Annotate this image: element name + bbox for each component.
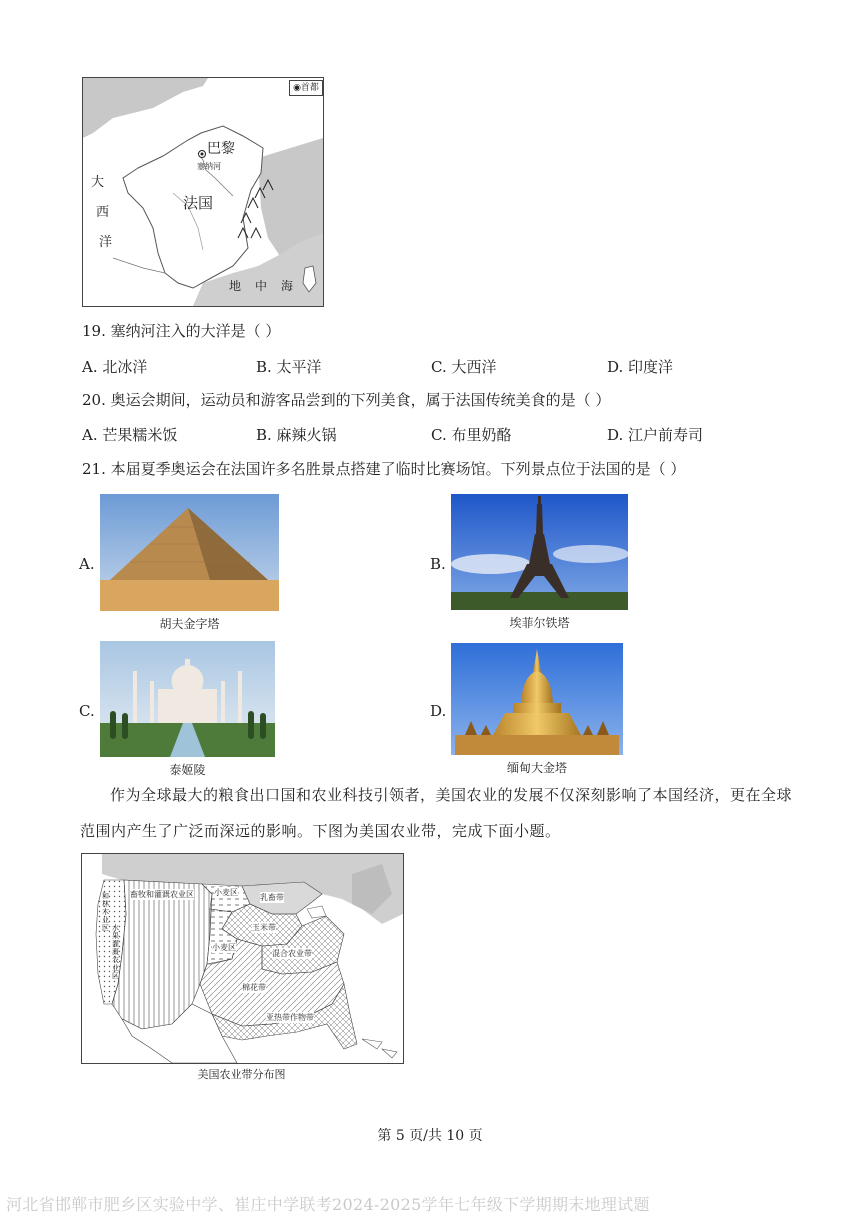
us-label-ranching: 畜牧和灌溉农业区 (130, 890, 194, 899)
q20-option-c[interactable]: C. 布里奶酪 (431, 426, 512, 444)
sea-label-1: 地 (229, 279, 242, 293)
us-label-west-coast: 和林木业区 (102, 892, 109, 932)
river-label: 塞纳河 (197, 162, 221, 171)
legend-capital-label: 首都 (300, 83, 319, 93)
us-label-spring-wheat: 小麦区 (214, 888, 238, 897)
q21-caption-d: 缅甸大金塔 (506, 761, 567, 775)
q19-option-c[interactable]: C. 大西洋 (431, 358, 497, 376)
intro-line-2: 范围内产生了广泛而深远的影响。下图为美国农业带，完成下面小题。 (80, 822, 561, 840)
question-20-stem: 20. 奥运会期间，运动员和游客品尝到的下列美食，属于法国传统美食的是（ ） (82, 391, 611, 409)
watermark-text: 河北省邯郸市肥乡区实验中学、崔庄中学联考2024-2025学年七年级下学期期末地理试题 (6, 1195, 650, 1214)
us-label-subtropical: 亚热带作物带 (266, 1013, 314, 1022)
eiffel-tower-photo[interactable] (451, 494, 628, 610)
sea-label-2: 中 (255, 279, 268, 293)
sea-label-3: 海 (281, 279, 294, 293)
capital-label: 巴黎 (207, 141, 235, 157)
us-label-fruit: 水果灌溉农业区 (112, 924, 119, 980)
q21-caption-b: 埃菲尔铁塔 (509, 616, 570, 630)
q19-option-d[interactable]: D. 印度洋 (607, 358, 674, 376)
france-map (82, 77, 324, 307)
taj-mahal-photo[interactable] (100, 641, 275, 757)
us-label-dairy: 乳畜带 (260, 893, 284, 902)
ocean-label-1: 大 (91, 175, 105, 190)
golden-pagoda-photo[interactable] (451, 643, 623, 755)
question-19-stem: 19. 塞纳河注入的大洋是（ ） (82, 322, 281, 340)
us-map-drawing (82, 854, 403, 1063)
us-map-caption: 美国农业带分布图 (197, 1068, 286, 1081)
country-label: 法国 (183, 194, 214, 212)
ocean-label-3: 洋 (99, 235, 113, 250)
q21-option-c-letter[interactable]: C. (79, 702, 95, 720)
ocean-label-2: 西 (96, 205, 110, 220)
us-label-cotton: 棉花带 (242, 983, 266, 992)
q21-caption-c: 泰姬陵 (169, 763, 206, 777)
q20-option-a[interactable]: A. 芒果糯米饭 (82, 426, 178, 444)
q19-option-b[interactable]: B. 太平洋 (256, 358, 322, 376)
page-number: 第 5 页/共 10 页 (377, 1128, 483, 1144)
question-21-stem: 21. 本届夏季奥运会在法国许多名胜景点搭建了临时比赛场馆。下列景点位于法国的是（ ） (82, 460, 686, 478)
pyramid-photo[interactable] (100, 494, 279, 611)
q19-option-a[interactable]: A. 北冰洋 (82, 358, 148, 376)
us-label-corn: 玉米带 (252, 923, 276, 932)
us-label-winter-wheat: 小麦区 (212, 943, 236, 952)
q21-option-b-letter[interactable]: B. (430, 555, 446, 573)
legend-box (289, 80, 323, 96)
us-label-mixed: 混合农业带 (272, 949, 312, 958)
q20-option-d[interactable]: D. 江户前寿司 (607, 426, 704, 444)
uk-land (83, 78, 208, 138)
capital-legend-icon: ◉ (293, 83, 301, 93)
q21-caption-a: 胡夫金字塔 (159, 617, 220, 631)
q21-option-a-letter[interactable]: A. (79, 555, 95, 573)
intro-line-1: 作为全球最大的粮食出口国和农业科技引领者，美国农业的发展不仅深刻影响了本国经济，更在全球 (110, 786, 793, 804)
q20-option-b[interactable]: B. 麻辣火锅 (256, 426, 337, 444)
q21-option-d-letter[interactable]: D. (430, 702, 447, 720)
us-agriculture-map (81, 853, 404, 1064)
